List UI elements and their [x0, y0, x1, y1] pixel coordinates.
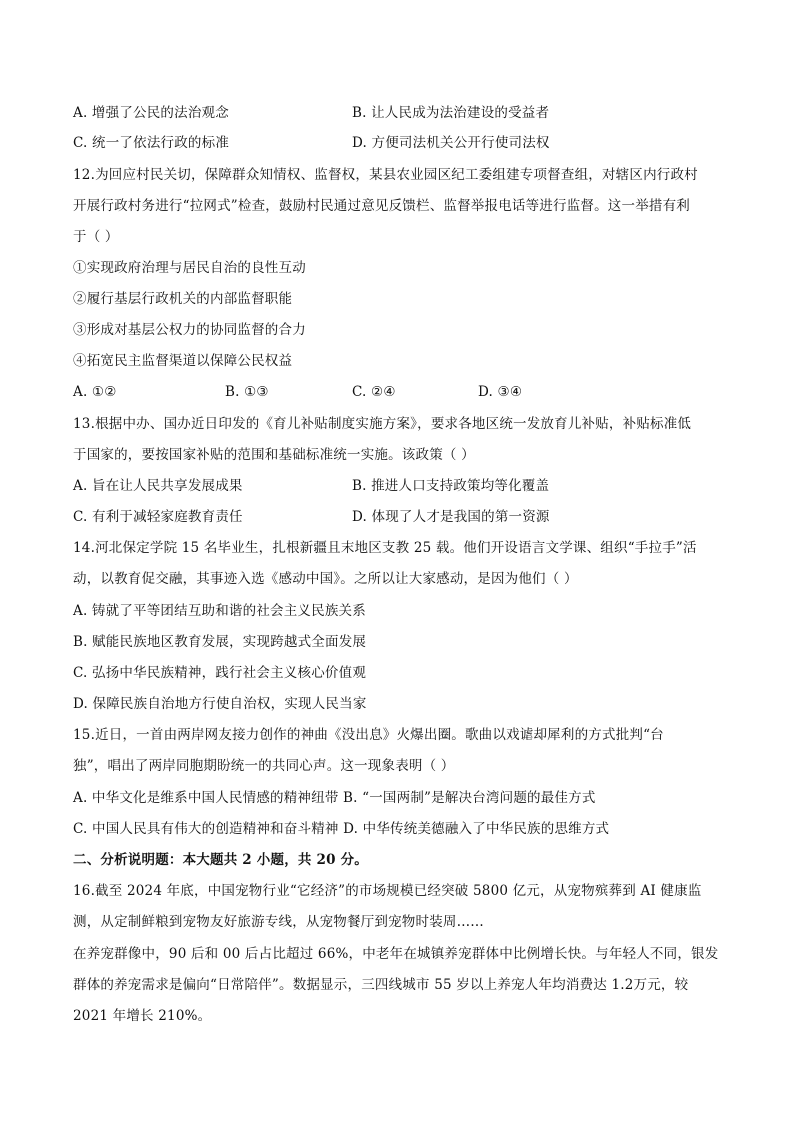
q15-stem-line-1: 15.近日，一首由两岸网友接力创作的神曲《没出息》火爆出圈。歌曲以戏谑却犀利的方式批判“台 [73, 727, 664, 743]
q12-stem-line-1: 12.为回应村民关切，保障群众知情权、监督权，某县农业园区纪工委组建专项督查组，对辖区内行政村 [73, 167, 698, 183]
q11-option-b: B. 让人民成为法治建设的受益者 [352, 105, 550, 121]
q11-option-c: C. 统一了依法行政的标准 [73, 135, 230, 151]
q14-stem-line-2: 动，以教育促交融，其事迹入选《感动中国》。之所以让大家感动，是因为他们（ ） [73, 571, 578, 587]
q13-stem-line-2: 于国家的，要按国家补贴的范围和基础标准统一实施。该政策（ ） [73, 447, 475, 463]
q13-option-c: C. 有利于减轻家庭教育责任 [73, 509, 243, 525]
q12-option-b: B. ①③ [225, 384, 269, 400]
q16-stem-line-1: 16.截至 2024 年底，中国宠物行业“它经济”的市场规模已经突破 5800 亿元，从宠物殡葬到 AI 健康监 [73, 883, 702, 899]
q12-item-3: ③形成对基层公权力的协同监督的合力 [73, 322, 306, 338]
q16-stem-line-2: 测，从定制鲜粮到宠物友好旅游专线，从宠物餐厅到宠物时装周…… [73, 914, 484, 930]
q14-option-b: B. 赋能民族地区教育发展，实现跨越式全面发展 [73, 634, 367, 650]
q11-option-d: D. 方便司法机关公开行使司法权 [352, 135, 550, 151]
q12-item-1: ①实现政府治理与居民自治的良性互动 [73, 260, 306, 276]
q12-option-d: D. ③④ [478, 384, 523, 400]
q12-stem-line-3: 于（ ） [73, 229, 119, 245]
q12-item-2: ②履行基层行政机关的内部监督职能 [73, 291, 293, 307]
q14-option-c: C. 弘扬中华民族精神，践行社会主义核心价值观 [73, 665, 367, 681]
q11-option-a: A. 增强了公民的法治观念 [73, 105, 229, 121]
q15-options-line-2: C. 中国人民具有伟大的创造精神和奋斗精神 D. 中华传统美德融入了中华民族的思维方式 [73, 821, 610, 837]
q15-options-line-1: A. 中华文化是维系中国人民情感的精神纽带 B. “一国两制”是解决台湾问题的最佳方式 [73, 790, 596, 806]
q12-item-4: ④拓宽民主监督渠道以保障公民权益 [73, 353, 293, 369]
q12-option-a: A. ①② [73, 384, 117, 400]
q12-stem-line-2: 开展行政村务进行“拉网式”检查，鼓励村民通过意见反馈栏、监督举报电话等进行监督。这一举措有利 [73, 198, 691, 214]
q13-stem-line-1: 13.根据中办、国办近日印发的《育儿补贴制度实施方案》，要求各地区统一发放育儿补贴，补贴标准低 [73, 416, 692, 432]
section-2-heading: 二、分析说明题：本大题共 2 小题，共 20 分。 [73, 852, 368, 868]
q14-stem-line-1: 14.河北保定学院 15 名毕业生，扎根新疆且末地区支教 25 载。他们开设语言文学课、组织“手拉手”活 [73, 540, 697, 556]
q13-option-a: A. 旨在让人民共享发展成果 [73, 478, 243, 494]
q16-stem-line-4: 群体的养宠需求是偏向“日常陪伴”。数据显示，三四线城市 55 岁以上养宠人年均消费达 1.2万元，较 [73, 977, 689, 993]
q16-stem-line-3: 在养宠群像中，90 后和 00 后占比超过 66%，中老年在城镇养宠群体中比例增长快。与年轻人不同，银发 [73, 946, 719, 962]
q13-option-d: D. 体现了人才是我国的第一资源 [352, 509, 550, 525]
q14-option-d: D. 保障民族自治地方行使自治权，实现人民当家 [73, 696, 367, 712]
q14-option-a: A. 铸就了平等团结互助和谐的社会主义民族关系 [73, 603, 366, 619]
q12-option-c: C. ②④ [352, 384, 396, 400]
q15-stem-line-2: 独”，唱出了两岸同胞期盼统一的共同心声。这一现象表明（ ） [73, 758, 455, 774]
q13-option-b: B. 推进人口支持政策均等化覆盖 [352, 478, 550, 494]
q16-stem-line-5: 2021 年增长 210%。 [73, 1008, 212, 1024]
